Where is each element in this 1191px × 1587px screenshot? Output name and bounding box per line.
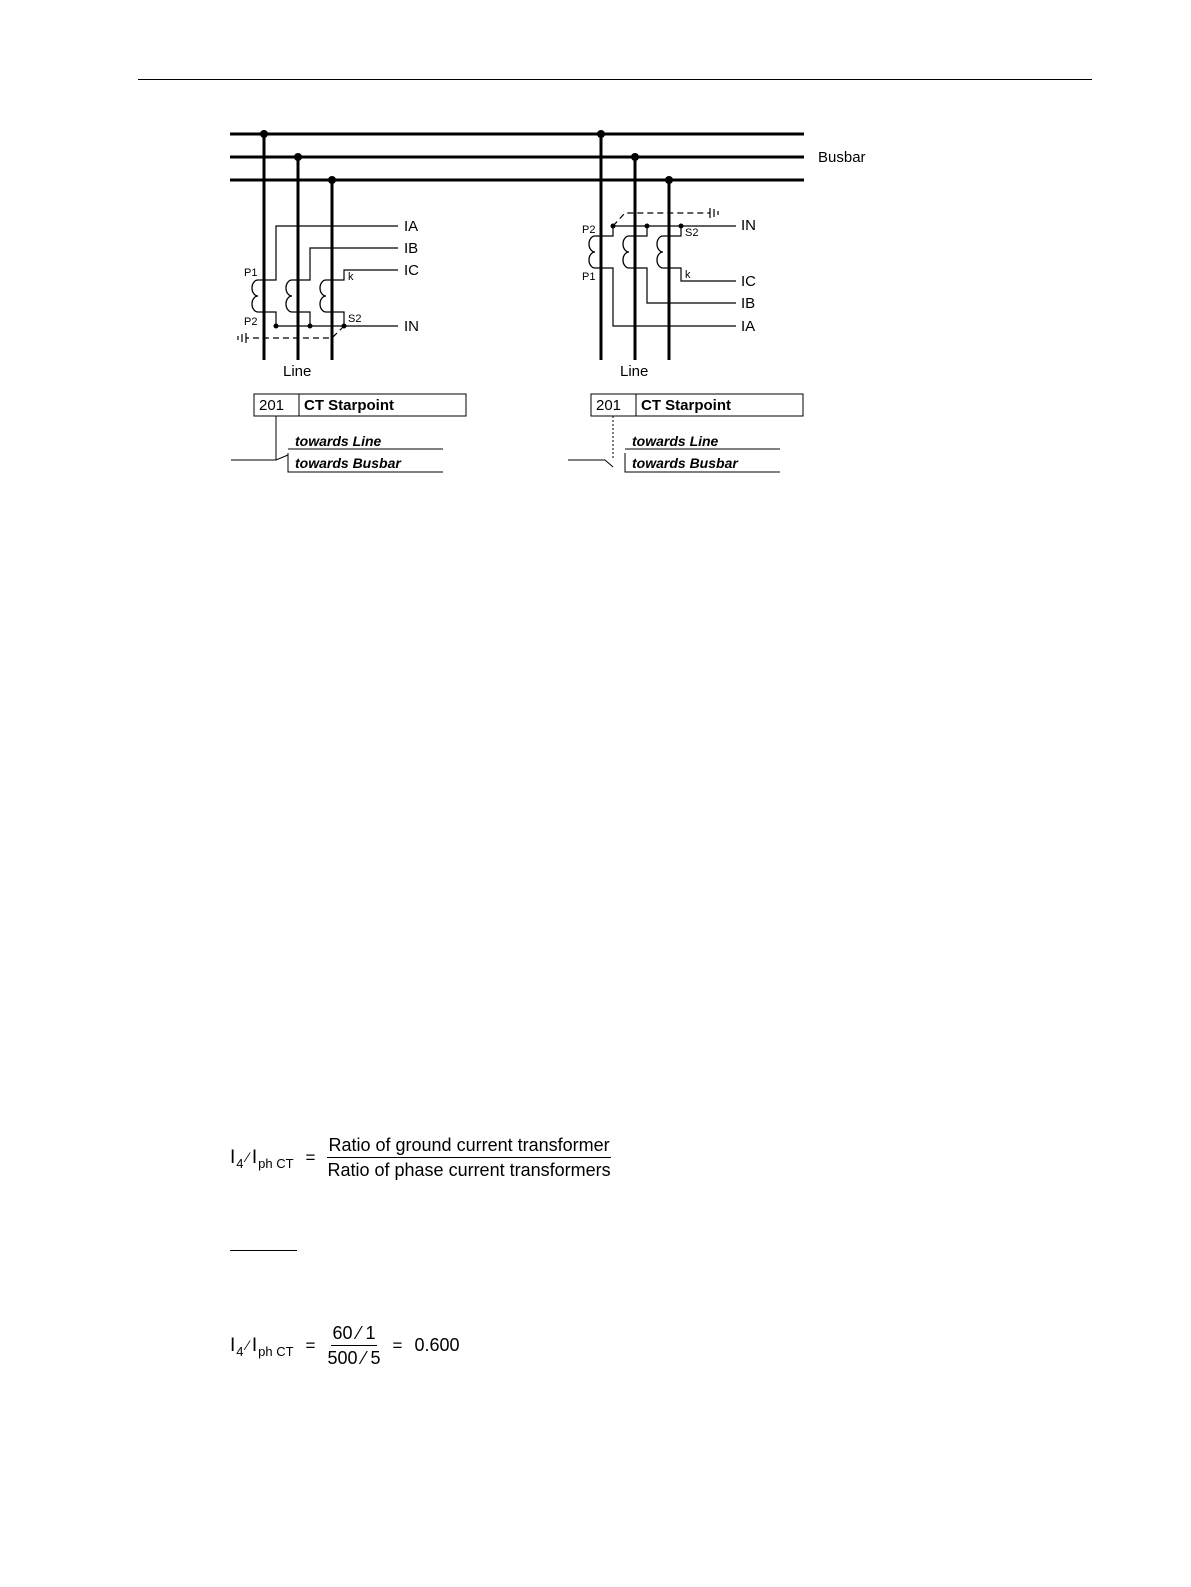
left-star-c [326,312,344,326]
right-param-name: CT Starpoint [641,397,731,414]
left-star-b [292,312,310,326]
formula1-equals: = [305,1147,316,1167]
right-label-p1: P1 [582,271,596,283]
left-ct-coil-b [286,280,292,312]
ct-starpoint-diagram [0,0,1191,520]
formula1-denominator: Ratio of phase current transformers [327,1160,611,1180]
junction-dot [274,324,279,329]
right-ground-dashed [613,213,710,226]
right-label-k: k [685,269,691,281]
right-label-p2: P2 [582,224,596,236]
left-output-ic: IC [404,262,419,279]
formula2-fraction [327,1322,380,1369]
junction-dot [342,324,347,329]
left-ground-dashed [246,326,344,338]
junction-dot [294,153,302,161]
right-ct-coil-c [657,236,663,268]
left-option-towards-busbar: towards Busbar [295,455,401,471]
left-output-ia: IA [404,218,419,235]
formula2-lhs-subph: ph CT [258,1344,294,1359]
junction-dot [665,176,673,184]
formula2-equals-2: = [392,1335,403,1355]
junction-dot [260,130,268,138]
left-line-label: Line [283,363,312,380]
junction-dot [328,176,336,184]
formula-ratio-definition [230,1134,611,1181]
right-star-b [629,226,647,236]
left-param-number: 201 [259,397,285,414]
formula2-denominator: 500 ⁄ 5 [327,1348,381,1368]
junction-dot [631,153,639,161]
left-output-ib: IB [404,240,419,257]
left-label-s2: S2 [348,313,362,325]
junction-dot [611,224,616,229]
formula2-slash: ⁄ [246,1336,249,1353]
right-line-label: Line [620,363,649,380]
right-param-number: 201 [596,397,622,414]
formula-ratio-example [230,1322,460,1369]
left-label-p2: P2 [244,316,258,328]
formula1-fraction [327,1134,610,1181]
formula1-slash: ⁄ [246,1148,249,1165]
right-output-ib: IB [741,295,756,312]
junction-dot [679,224,684,229]
right-output-ia: IA [741,318,756,335]
right-ground-icon [710,208,718,218]
formula2-lhs-sub4: 4 [236,1344,244,1359]
formula1-lhs-subph: ph CT [258,1156,294,1171]
right-star-a [595,226,613,236]
junction-dot [308,324,313,329]
formula2-lhs-iph: I [251,1334,258,1356]
right-output-ic: IC [741,273,756,290]
formula2-numerator: 60 ⁄ 1 [331,1322,376,1346]
left-param-name: CT Starpoint [304,397,394,414]
left-selector-switch [231,455,288,460]
left-option-towards-line: towards Line [295,433,382,449]
right-option-towards-busbar: towards Busbar [632,455,738,471]
formula1-lhs-iph: I [251,1146,258,1168]
formula1-lhs-i4: I [230,1146,236,1168]
right-wire-ia [595,268,736,326]
formula2-result: 0.600 [414,1335,460,1355]
formula2-equals: = [305,1335,316,1355]
busbar-label: Busbar [818,149,866,166]
left-wire-ic [326,270,398,280]
left-label-p1: P1 [244,267,258,279]
formula1-numerator: Ratio of ground current transformer [327,1134,610,1158]
right-ct-coil-a [589,236,595,268]
left-label-k: k [348,271,354,283]
left-wire-ib [292,248,398,280]
left-wire-ia [258,226,398,280]
left-star-a [258,312,276,326]
junction-dot [645,224,650,229]
right-label-s2: S2 [685,227,699,239]
formula2-lhs-i4: I [230,1334,236,1356]
right-wire-ib [629,268,736,303]
left-output-in: IN [404,318,419,335]
right-wire-ic [663,268,736,281]
left-ct-coil-a [252,280,258,312]
junction-dot [597,130,605,138]
left-ground-icon [238,333,246,343]
right-selector-switch [568,460,613,467]
example-rule [230,1250,297,1251]
right-output-in: IN [741,217,756,234]
right-star-c [663,226,681,236]
formula1-lhs-sub4: 4 [236,1156,244,1171]
left-ct-coil-c [320,280,326,312]
right-ct-coil-b [623,236,629,268]
right-option-towards-line: towards Line [632,433,719,449]
